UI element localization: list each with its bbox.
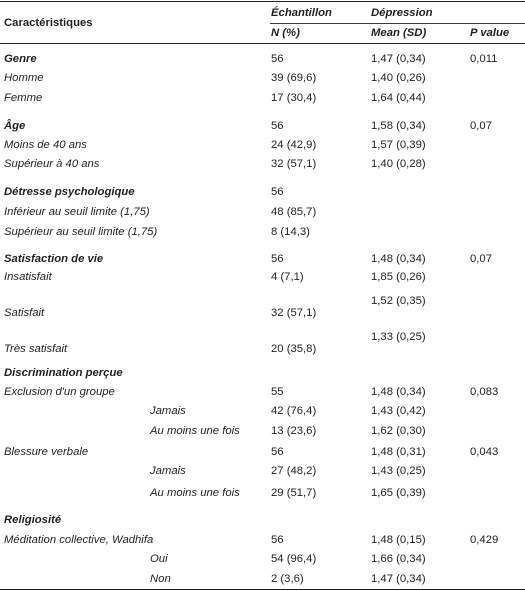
row-mean-sd: 1,48 (0,15)	[371, 534, 426, 546]
row-label: Méditation collective, Wadhifa	[4, 534, 154, 546]
row-mean-sd: 1,48 (0,31)	[371, 446, 426, 458]
row-n-pct: 54 (96,4)	[271, 553, 317, 565]
row-p-value: 0,043	[470, 446, 499, 458]
row-mean-sd: 1,43 (0,25)	[371, 465, 426, 477]
row-mean-sd: 1,33 (0,25)	[371, 331, 426, 343]
row-n-pct: 56	[271, 53, 284, 65]
row-n-pct: 55	[271, 386, 284, 398]
row-n-pct: 27 (48,2)	[271, 465, 317, 477]
row-mean-sd: 1,48 (0,34)	[371, 386, 426, 398]
row-n-pct: 4 (7,1)	[271, 271, 304, 283]
row-mean-sd: 1,64 (0,44)	[371, 92, 426, 104]
row-label: Jamais	[150, 465, 186, 477]
row-label: Blessure verbale	[4, 446, 89, 458]
row-mean-sd: 1,47 (0,34)	[371, 573, 426, 585]
row-mean-sd: 1,58 (0,34)	[371, 120, 426, 132]
row-n-pct: 29 (51,7)	[271, 487, 317, 499]
row-label: Satisfait	[4, 307, 45, 319]
row-label: Insatisfait	[4, 271, 52, 283]
row-p-value: 0,011	[470, 53, 498, 65]
table-bottom-rule	[0, 589, 525, 590]
table-top-rule	[0, 1, 525, 2]
row-n-pct: 56	[271, 120, 284, 132]
row-label: Supérieur au seuil limite (1,75)	[4, 226, 158, 238]
row-label: Inférieur au seuil limite (1,75)	[4, 206, 150, 218]
row-label: Exclusion d'un groupe	[4, 386, 115, 398]
row-n-pct: 8 (14,3)	[271, 226, 310, 238]
row-label: Genre	[4, 53, 37, 65]
header-depression: Dépression	[371, 7, 433, 19]
row-n-pct: 17 (30,4)	[271, 92, 317, 104]
row-n-pct: 56	[271, 186, 284, 198]
row-label: Très satisfait	[4, 343, 68, 355]
row-mean-sd: 1,52 (0,35)	[371, 295, 426, 307]
header-p-value: P value	[470, 27, 510, 39]
row-n-pct: 56	[271, 534, 284, 546]
row-mean-sd: 1,65 (0,39)	[371, 487, 426, 499]
row-p-value: 0,083	[470, 386, 499, 398]
row-label: Âge	[4, 120, 26, 132]
row-n-pct: 32 (57,1)	[271, 158, 317, 170]
row-n-pct: 48 (85,7)	[271, 206, 317, 218]
row-label: Discrimination perçue	[4, 367, 123, 379]
row-p-value: 0,07	[470, 253, 492, 265]
header-characteristics: Caractéristiques	[4, 17, 93, 29]
row-label: Moins de 40 ans	[4, 139, 87, 151]
row-mean-sd: 1,57 (0,39)	[371, 139, 426, 151]
row-label: Au moins une fois	[150, 487, 240, 499]
header-sub-rule	[270, 23, 525, 24]
row-mean-sd: 1,47 (0,34)	[371, 53, 426, 65]
header-mean-sd: Mean (SD)	[371, 27, 427, 39]
row-n-pct: 56	[271, 253, 284, 265]
header-n-pct: N (%)	[271, 27, 300, 39]
row-n-pct: 13 (23,6)	[271, 425, 317, 437]
header-sample: Échantillon	[271, 7, 332, 19]
row-p-value: 0,07	[470, 120, 492, 132]
row-mean-sd: 1,40 (0,28)	[371, 158, 426, 170]
row-label: Femme	[4, 92, 43, 104]
row-label: Oui	[150, 553, 168, 565]
row-label: Non	[150, 573, 171, 585]
row-label: Homme	[4, 72, 44, 84]
row-n-pct: 42 (76,4)	[271, 405, 317, 417]
row-n-pct: 32 (57,1)	[271, 307, 317, 319]
row-p-value: 0,429	[470, 534, 499, 546]
row-n-pct: 24 (42,9)	[271, 139, 317, 151]
row-n-pct: 20 (35,8)	[271, 343, 317, 355]
row-label: Jamais	[150, 405, 186, 417]
row-mean-sd: 1,40 (0,26)	[371, 72, 426, 84]
row-label: Satisfaction de vie	[4, 253, 104, 265]
row-n-pct: 39 (69,6)	[271, 72, 317, 84]
row-label: Religiosité	[4, 514, 62, 526]
row-n-pct: 56	[271, 446, 284, 458]
row-label: Supérieur à 40 ans	[4, 158, 100, 170]
row-mean-sd: 1,62 (0,30)	[371, 425, 426, 437]
row-mean-sd: 1,43 (0,42)	[371, 405, 426, 417]
row-n-pct: 2 (3,6)	[271, 573, 304, 585]
row-mean-sd: 1,66 (0,34)	[371, 553, 426, 565]
row-mean-sd: 1,85 (0,26)	[371, 271, 426, 283]
row-label: Détresse psychologique	[4, 186, 135, 198]
header-bottom-rule	[0, 43, 525, 44]
row-label: Au moins une fois	[150, 425, 240, 437]
row-mean-sd: 1,48 (0,34)	[371, 253, 426, 265]
